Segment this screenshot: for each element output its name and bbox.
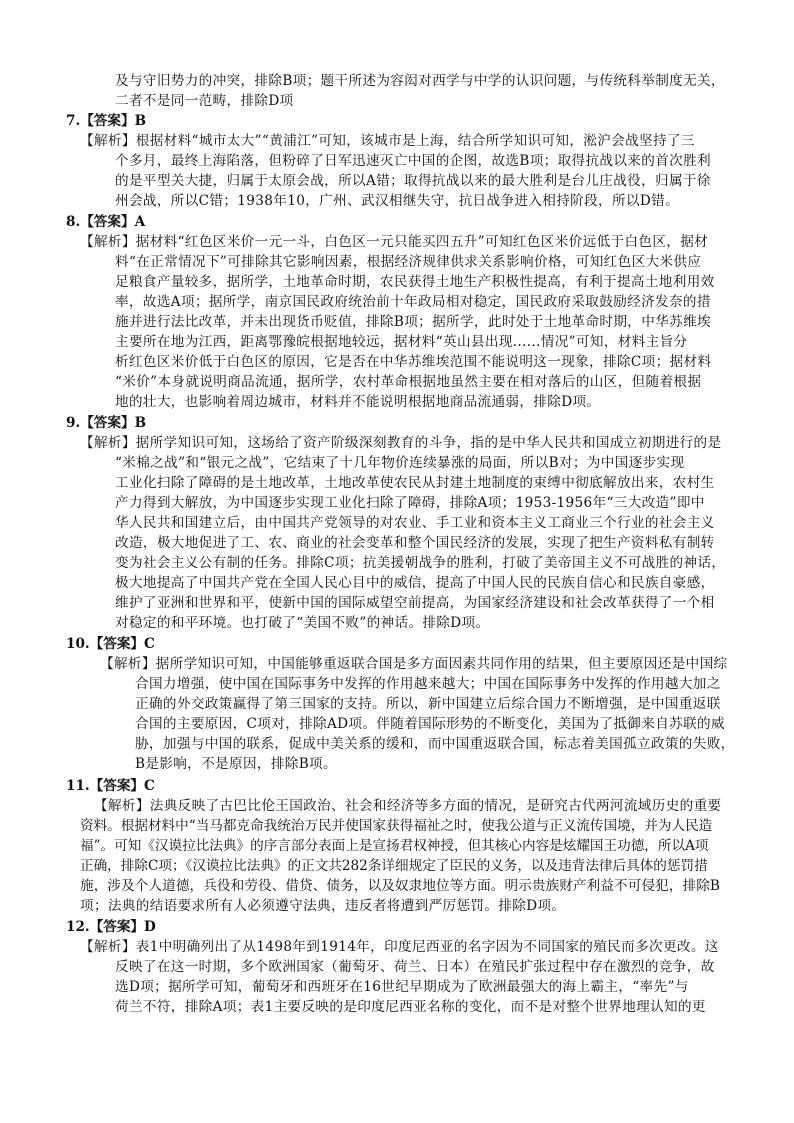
answer-heading: 8.【答案】A — [66, 214, 146, 230]
paragraph-line: 率，故选A项；据所学，南京国民政府统治前十年政局相对稳定，国民政府采取鼓励经济发奈的措 — [115, 294, 711, 310]
answer-heading: 10.【答案】C — [66, 636, 155, 652]
paragraph-line: “米价”本身就说明商品流通，据所学，农村革命根据地虽然主要在相对落后的山区，但随着根据 — [115, 374, 702, 390]
answer-heading: 11.【答案】C — [66, 778, 155, 794]
answer-heading: 7.【答案】B — [66, 113, 147, 129]
paragraph-line: 合国力增强，使中国在国际事务中发挥的作用越来越大；中国在国际事务中发挥的作用越大加之 — [135, 676, 721, 692]
paragraph-line: 维护了亚洲和世界和平，使新中国的国际威望空前提高，为国家经济建设和社会改革获得了一个相 — [115, 595, 715, 611]
paragraph-line: 荷兰不符，排除A项；表1主要反映的是印度尼西亚名称的变化，而不是对整个世界地理认知的更 — [115, 999, 706, 1015]
paragraph-line: 华人民共和国建立后，由中国共产党领导的对农业、手工业和资本主义工商业三个行业的社会主义 — [115, 515, 715, 531]
paragraph-line: 【解析】表1中明确列出了从1498年到1914年，印度尼西亚的名字因为不同国家的殖民而多次更改。这 — [80, 939, 719, 955]
paragraph-line: 地的壮大，也影响着周边城市，材料并不能说明根据地商品流通弱，排除D项。 — [115, 394, 601, 410]
paragraph-line: 资料。根据材料中“当马都克命我统治万民并使国家获得福祉之时，使我公道与正义流传国境，并为人民造 — [80, 818, 713, 834]
paragraph-line: 合国的主要原因，C项对，排除AD项。伴随着国际形势的不断变化，美国为了抵御来自苏联的威 — [135, 716, 725, 732]
paragraph-line: 施，涉及个人道德，兵役和劳役、借贷、债务，以及奴隶地位等方面。明示贵族财产利益不可侵犯，排除B — [80, 878, 720, 894]
answer-heading: 9.【答案】B — [66, 415, 147, 431]
paragraph-line: 【解析】据所学知识可知，中国能够重返联合国是多方面因素共同作用的结果，但主要原因还是中国综 — [100, 656, 728, 672]
paragraph-line: B是影响，不是原因，排除B项。 — [135, 756, 337, 772]
paragraph-line: 的是平型关大捷，归属于太原会战，所以A错；取得抗战以来的最大胜利是台儿庄战役，归属于徐 — [115, 173, 711, 189]
paragraph-line: 【解析】根据材料“城市太大”“黄浦江”可知，该城市是上海，结合所学知识可知，淞沪会战坚持了三 — [80, 133, 695, 149]
paragraph-line: 变为社会主义公有制的任务。排除C项；抗美援朝战争的胜利，打破了美帝国主义不可战胜的神话， — [115, 555, 726, 571]
paragraph-line: 正确的外交政策赢得了第三国家的支持。所以，新中国建立后综合国力不断增强，是中国重返联 — [135, 696, 721, 712]
paragraph-line: 胁，加强与中国的联系，促成中美关系的缓和，而中国重返联合国，标志着美国孤立政策的失败， — [135, 736, 735, 752]
paragraph-line: 产力得到大解放，为中国逐步实现工业化扫除了障碍，排除A项；1953-1956年“三大改造”即中 — [115, 495, 705, 511]
paragraph-line: 项；法典的结语要求所有人必须遵守法典，违反者将遭到严厉惩罚。排除D项。 — [80, 898, 566, 914]
paragraph-line: 主要所在地为江西，距离鄂豫皖根据地较远，据材料“英山县出现......情况”可知，材料主旨分 — [115, 334, 688, 350]
paragraph-line: 正确，排除C项；《汉谟拉比法典》的正文共282条详细规定了臣民的义务，以及违背法律后具体的惩罚措 — [80, 858, 708, 874]
paragraph-line: 施并进行法比改革，并未出现货币贬值，排除B项；据所学，此时处于土地革命时期，中华苏维埃 — [115, 314, 711, 330]
paragraph-line: 【解析】法典反映了古巴比伦王国政治、社会和经济等多方面的情况，是研究古代两河流域历史的重要 — [94, 798, 722, 814]
paragraph-line: 及与守旧势力的冲突，排除B项；题干所述为容闳对西学与中学的认识问题，与传统科举制度无关， — [115, 73, 725, 89]
paragraph-line: 个多月，最终上海陷落，但粉碎了日军迅速灭亡中国的企图，故选B项；取得抗战以来的首次胜利 — [115, 153, 711, 169]
paragraph-line: 料“在正常情况下”可排除其它影响因素，根据经济规律供求关系影响价格，可知红色区大米供应 — [115, 254, 702, 270]
paragraph-line: 【解析】据材料“红色区米价一元一斗，白色区一元只能买四五升”可知红色区米价远低于白色区，据材 — [80, 234, 709, 250]
paragraph-line: 二者不是同一范畴，排除D项 — [115, 93, 294, 109]
paragraph-line: 【解析】据所学知识可知，这场给了资产阶级深刻教育的斗争，指的是中华人民共和国成立初期进行的是 — [80, 435, 722, 451]
paragraph-line: 福”。可知《汉谟拉比法典》的序言部分表面上是宣扬君权神授，但其核心内容是炫耀国王功德，所以A项 — [80, 838, 709, 854]
paragraph-line: 工业化扫除了障碍的是土地改革，土地改革使农民从封建土地制度的束缚中彻底解放出来，农村生 — [115, 475, 715, 491]
paragraph-line: 对稳定的和平环境。也打破了“美国不败”的神话。排除D项。 — [115, 615, 490, 631]
paragraph-line: 州会战，所以C错；1938年10，广州、武汉相继失守，抗日战争进入相持阶段，所以D错。 — [115, 193, 680, 209]
answer-heading: 12.【答案】D — [66, 919, 156, 935]
paragraph-line: “米棉之战”和“银元之战”，它结束了十几年物价连续暴涨的局面，所以B对；为中国逐步实现 — [115, 455, 685, 471]
paragraph-line: 改造，极大地促进了工、农、商业的社会变革和整个国民经济的发展，实现了把生产资料私有制转 — [115, 535, 715, 551]
paragraph-line: 足粮食产量较多，据所学，土地革命时期，农民获得土地生产积极性提高，有利于提高土地利用效 — [115, 274, 715, 290]
paragraph-line: 析红色区米价低于白色区的原因，它是否在中华苏维埃范围不能说明这一现象，排除C项；据材料 — [115, 354, 712, 370]
paragraph-line: 选D项；据所学可知，葡萄牙和西班牙在16世纪早期成为了欧洲最强大的海上霸主，“率先”与 — [115, 979, 689, 995]
paragraph-line: 反映了在这一时期，多个欧洲国家（葡萄牙、荷兰、日本）在殖民扩张过程中存在激烈的竞争，故 — [115, 959, 715, 975]
paragraph-line: 极大地提高了中国共产党在全国人民心目中的威信，提高了中国人民的民族自信心和民族自豪感， — [115, 575, 715, 591]
